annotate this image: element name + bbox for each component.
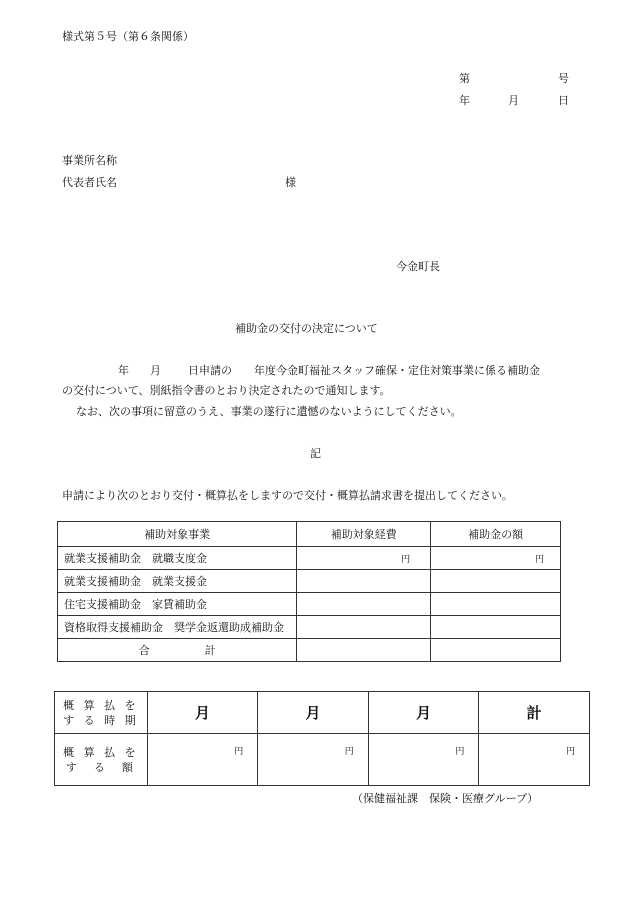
honorific: 様 xyxy=(285,176,296,189)
table-row xyxy=(58,616,561,639)
subsidy-table xyxy=(57,521,561,662)
table-row xyxy=(58,593,561,616)
total-cost xyxy=(297,639,431,662)
row-amount xyxy=(431,593,561,616)
row-cost: 円 xyxy=(297,547,431,570)
row-amount xyxy=(431,570,561,593)
amount-label-line1: 概 算 払 を xyxy=(63,745,139,759)
footer-department: （保健福祉課 保険・医療グループ） xyxy=(352,792,539,805)
form-number: 様式第５号（第６条関係） xyxy=(62,30,194,43)
body-month: 月 xyxy=(150,364,161,377)
row-name: 就業支援補助金 就職支度金 xyxy=(58,547,297,570)
amount-label-line2: す る 額 xyxy=(65,760,136,774)
table-total-row xyxy=(58,639,561,662)
row-amount: 円 xyxy=(431,547,561,570)
doc-no-suffix: 号 xyxy=(558,72,569,85)
header-cost: 補助対象経費 xyxy=(297,522,431,547)
office-name-label: 事業所名称 xyxy=(62,154,117,167)
amount-cell: 円 xyxy=(368,734,479,786)
row-amount xyxy=(431,616,561,639)
amount-label xyxy=(55,734,148,786)
header-project: 補助対象事業 xyxy=(58,522,297,547)
amount-cell: 円 xyxy=(258,734,369,786)
month-cell: 月 xyxy=(368,692,479,734)
amount-cell: 円 xyxy=(147,734,258,786)
row-cost xyxy=(297,593,431,616)
body-line2: の交付について、別紙指令書のとおり決定されたので通知します。 xyxy=(62,384,391,397)
date-day: 日 xyxy=(558,94,569,107)
amount-row xyxy=(55,734,590,786)
total-cell: 計 xyxy=(479,692,590,734)
month-cell: 月 xyxy=(147,692,258,734)
timing-row xyxy=(55,692,590,734)
timing-label-line1: 概 算 払 を xyxy=(63,698,139,712)
table-row xyxy=(58,547,561,570)
table-header-row xyxy=(58,522,561,547)
amount-total-cell: 円 xyxy=(479,734,590,786)
date-year: 年 xyxy=(459,94,470,107)
doc-no-prefix: 第 xyxy=(459,72,470,85)
payment-schedule-table xyxy=(54,691,590,786)
sender: 今金町長 xyxy=(396,260,440,273)
document-title: 補助金の交付の決定について xyxy=(235,322,378,335)
header-amount: 補助金の額 xyxy=(431,522,561,547)
timing-label-line2: す る 時 期 xyxy=(63,713,139,727)
body-year: 年 xyxy=(118,364,129,377)
date-month: 月 xyxy=(508,94,519,107)
instruction-text: 申請により次のとおり交付・概算払をしますので交付・概算払請求書を提出してください。 xyxy=(62,489,513,502)
month-cell: 月 xyxy=(258,692,369,734)
row-cost xyxy=(297,570,431,593)
total-label: 合 計 xyxy=(58,639,297,662)
row-name: 住宅支援補助金 家賃補助金 xyxy=(58,593,297,616)
body-line3: なお、次の事項に留意のうえ、事業の遂行に遺憾のないようにしてください。 xyxy=(76,405,462,418)
ki-heading: 記 xyxy=(310,447,321,460)
body-line1: 日申請の 年度今金町福祉スタッフ確保・定住対策事業に係る補助金 xyxy=(188,364,540,377)
row-name: 資格取得支援補助金 奨学金返還助成補助金 xyxy=(58,616,297,639)
representative-label: 代表者氏名 xyxy=(62,176,117,189)
row-name: 就業支援補助金 就業支援金 xyxy=(58,570,297,593)
row-cost xyxy=(297,616,431,639)
total-amount xyxy=(431,639,561,662)
timing-label xyxy=(55,692,148,734)
table-row xyxy=(58,570,561,593)
